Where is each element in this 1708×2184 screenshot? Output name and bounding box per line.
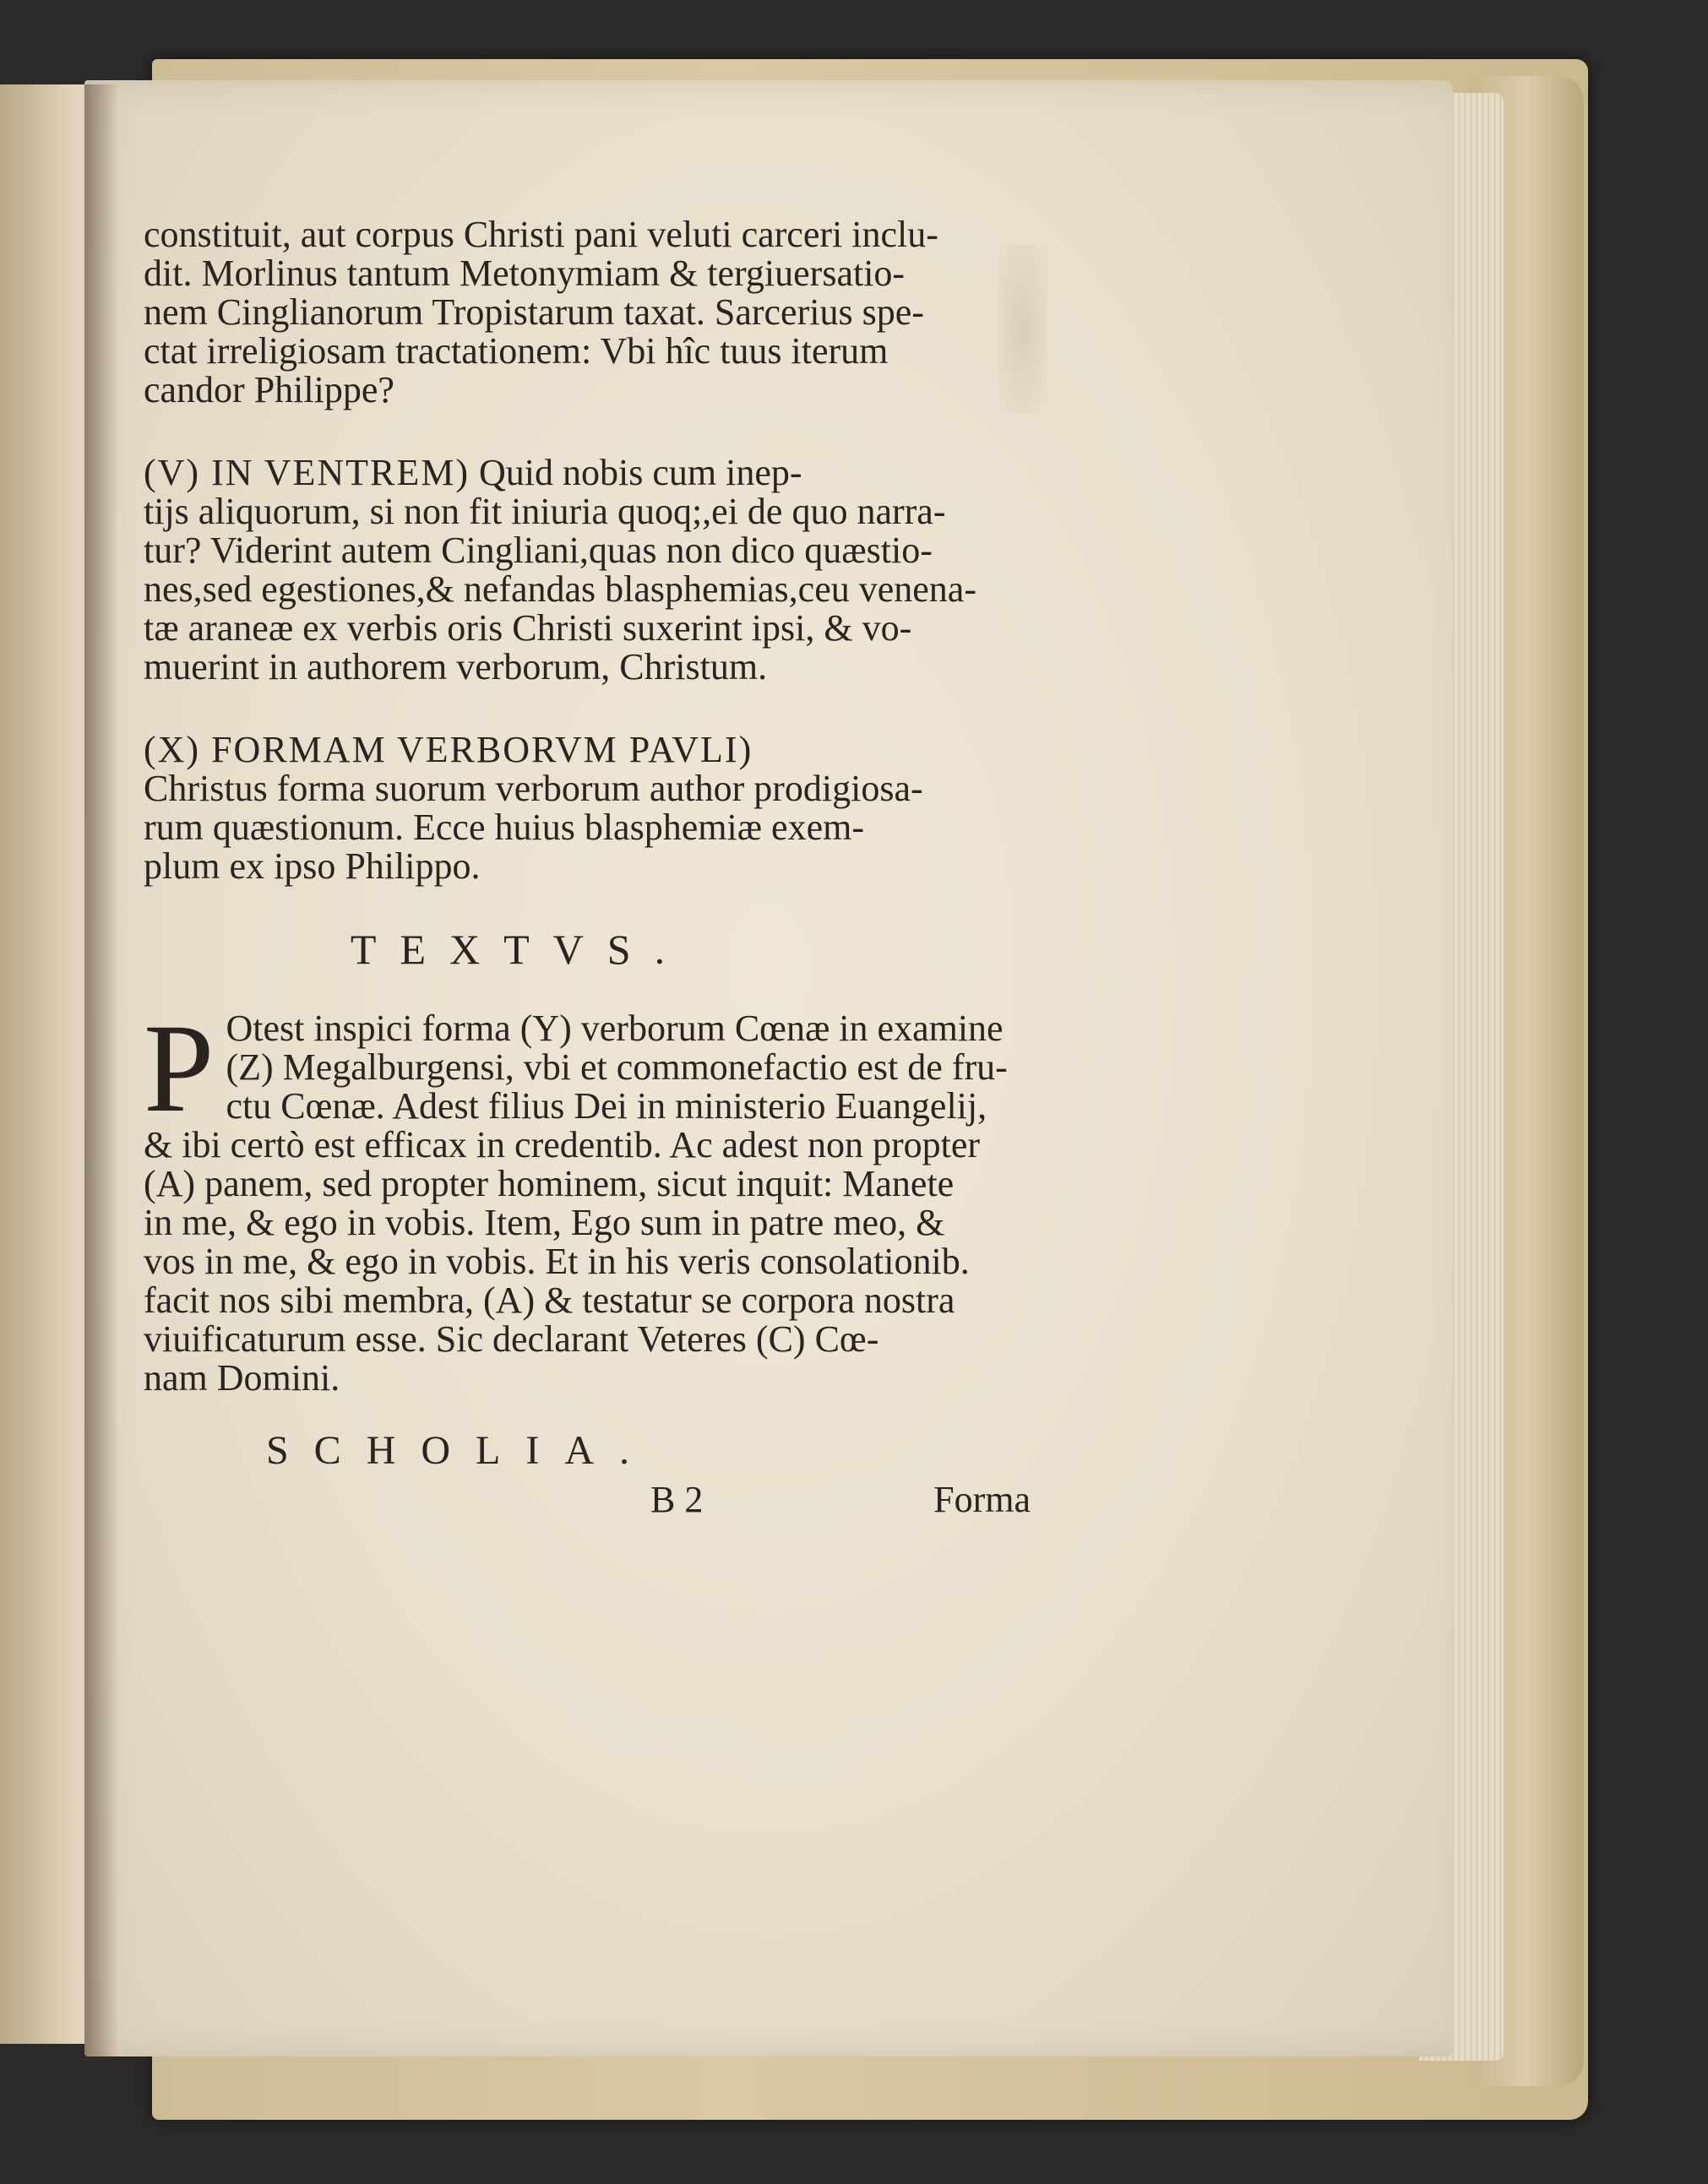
page-footer [144, 1480, 1031, 1519]
scholia-heading: SCHOLIA. [265, 1428, 655, 1473]
text-line: plum ex ipso Philippo. [144, 845, 481, 887]
section-heading: TEXTVS. [350, 926, 689, 973]
signature-mark: B 2 [650, 1479, 704, 1520]
text-line: viuificaturum esse. Sic declarant Veteres (C) Cœ- [144, 1318, 879, 1360]
text-line [144, 454, 1031, 492]
page-text [144, 215, 1031, 1519]
lemma-x: (X) FORMAM VERBORVM PAVLI) [144, 729, 753, 770]
text-line: in me, & ego in vobis. Item, Ego sum in patre meo, & [144, 1202, 945, 1243]
text-line: Christus forma suorum verborum author prodigiosa- [144, 768, 923, 809]
paragraph-2 [144, 454, 1031, 687]
text-line: constituit, aut corpus Christi pani veluti carceri inclu- [144, 214, 938, 255]
text-line: vos in me, & ego in vobis. Et in his veris consolationib. [144, 1241, 970, 1282]
text-line: facit nos sibi membra, (A) & testatur se corpora nostra [144, 1279, 955, 1321]
text-line: tijs aliquorum, si non fit iniuria quoq;,ei de quo narra- [144, 491, 946, 532]
catchword: Forma [933, 1479, 1031, 1520]
text-line: tæ araneæ ex verbis oris Christi suxerint ipsi, & vo- [144, 607, 912, 649]
spine-shadow [84, 84, 118, 2061]
text-line: candor Philippe? [144, 369, 394, 410]
text-line: dit. Morlinus tantum Metonymiam & tergiuersatio- [144, 253, 906, 294]
text-line: muerint in authorem verborum, Christum. [144, 646, 768, 687]
drop-cap: P [144, 998, 215, 1138]
text-line: & ibi certò est efficax in credentib. Ac adest non propter [144, 1124, 981, 1165]
lemma-v: (V) IN VENTREM) [144, 452, 471, 493]
text-line: (Z) Megalburgensi, vbi et commonefactio est de fru- [226, 1046, 1008, 1088]
text-line: rum quæstionum. Ecce huius blasphemiæ exem- [144, 807, 864, 848]
paragraph-1 [144, 215, 1031, 410]
text-line-tail: Quid nobis cum inep- [470, 452, 802, 493]
text-line: ctat irreligiosam tractationem: Vbi hîc tuus iterum [144, 330, 889, 372]
text-line: nem Cinglianorum Tropistarum taxat. Sarcerius spe- [144, 291, 924, 333]
text-line: nam Domini. [144, 1357, 340, 1399]
textus-paragraph [144, 998, 1031, 1399]
text-line: tur? Viderint autem Cingliani,quas non dico quæstio- [144, 530, 933, 571]
text-line: nes,sed egestiones,& nefandas blasphemias,ceu venena- [144, 568, 976, 610]
paragraph-3 [144, 731, 1031, 886]
text-line: (A) panem, sed propter hominem, sicut inquit: Manete [144, 1163, 955, 1204]
text-line: Otest inspici forma (Y) verborum Cœnæ in examine [226, 1008, 1004, 1049]
text-line: ctu Cœnæ. Adest filius Dei in ministerio Euangelij, [226, 1085, 987, 1127]
